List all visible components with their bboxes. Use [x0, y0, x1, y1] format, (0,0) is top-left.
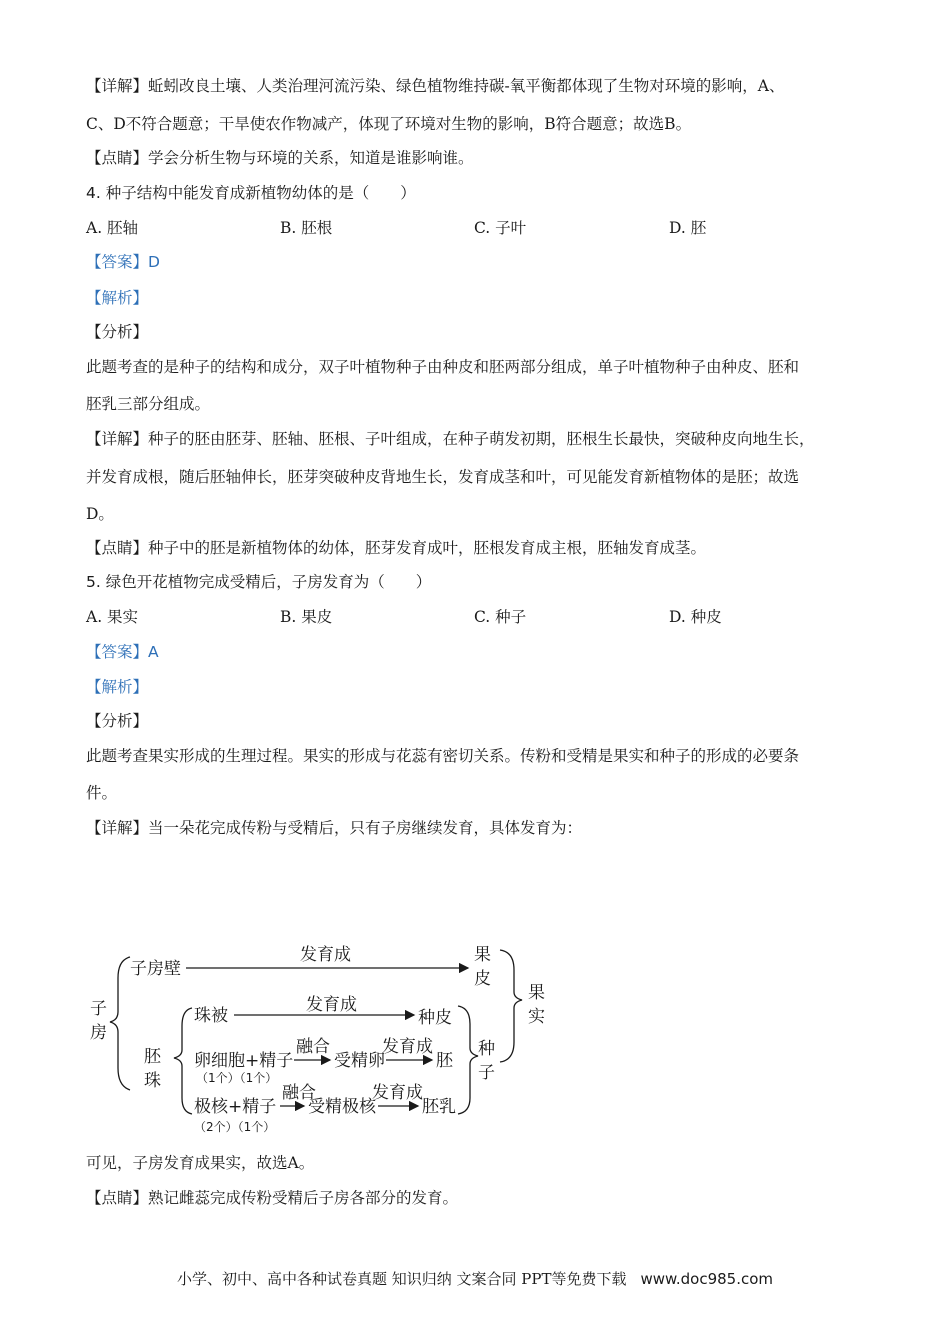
q5-answer — [86, 641, 159, 663]
q3-detail-tag: 【详解】 — [86, 77, 149, 95]
q4-stem — [86, 182, 416, 204]
q5-answer-tag: 【答案】 — [86, 643, 149, 661]
label-zifang-1: 子 — [90, 999, 107, 1019]
q5-option-c: C. 种子 — [474, 608, 527, 626]
label-zhubei: 珠被 — [194, 1006, 228, 1026]
label-guopi-1: 果 — [474, 945, 491, 965]
label-ronghe-1: 融合 — [296, 1037, 330, 1057]
q4-point — [86, 537, 706, 559]
brace-peizhu — [174, 1008, 192, 1114]
q5-stem — [86, 571, 431, 593]
label-shoujingluan: 受精卵 — [334, 1051, 385, 1071]
q4-fenxi-line-2: 胚乳三部分组成。 — [86, 395, 211, 413]
q4-stem-text: 种子结构中能发育成新植物幼体的是（ ） — [105, 184, 416, 202]
q5-detail — [86, 817, 582, 839]
q5-option-d: D. 种皮 — [669, 608, 722, 626]
label-zifangbi: 子房壁 — [130, 959, 181, 979]
label-zhongpi: 种皮 — [418, 1008, 452, 1028]
q4-option-c: C. 子叶 — [474, 219, 527, 237]
q4-analysis-tag: 【解析】 — [86, 289, 149, 307]
q4-option-b: B. 胚根 — [280, 219, 333, 237]
q3-point-tag: 【点睛】 — [86, 149, 149, 167]
q4-fenxi-line-1: 此题考查的是种子的结构和成分，双子叶植物种子由种皮和胚两部分组成，单子叶植物种子由种皮、胚和 — [86, 358, 800, 376]
q4-answer — [86, 251, 160, 273]
label-fayucheng-3: 发育成 — [382, 1037, 433, 1057]
brace-guoshi — [500, 950, 522, 1062]
q5-detail-text: 当一朵花完成传粉与受精后，只有子房继续发育，具体发育为： — [148, 819, 583, 837]
label-count-1: （1个）（1个） — [196, 1071, 278, 1085]
q5-fenxi-tag: 【分析】 — [86, 712, 149, 730]
q4-number: 4. — [86, 184, 101, 202]
q3-detail-text-1: 蚯蚓改良土壤、人类治理河流污染、绿色植物维持碳-氧平衡都体现了生物对环境的影响，A、 — [148, 77, 785, 95]
q5-number: 5. — [86, 573, 101, 591]
footer-url[interactable]: www.doc985.com — [640, 1270, 774, 1288]
q5-option-b: B. 果皮 — [280, 608, 333, 626]
label-guopi-2: 皮 — [474, 969, 491, 989]
q5-point — [86, 1187, 458, 1209]
label-guoshi-2: 实 — [528, 1007, 545, 1027]
brace-zifang — [110, 957, 130, 1090]
label-peizhu-1: 胚 — [144, 1047, 161, 1067]
label-fayucheng-1: 发育成 — [300, 945, 351, 965]
q3-point-text: 学会分析生物与环境的关系，知道是谁影响谁。 — [148, 149, 474, 167]
page-footer — [0, 1268, 950, 1289]
footer-text: 小学、初中、高中各种试卷真题 知识归纳 文案合同 PPT等免费下载 — [176, 1270, 627, 1288]
q5-conclusion: 可见，子房发育成果实，故选A。 — [86, 1154, 315, 1172]
q5-point-text: 熟记雌蕊完成传粉受精后子房各部分的发育。 — [148, 1189, 459, 1207]
q4-answer-tag: 【答案】 — [86, 253, 149, 271]
label-luanxibao: 卵细胞+精子 — [194, 1051, 294, 1071]
q4-detail-tag: 【详解】 — [86, 430, 149, 448]
label-guoshi-1: 果 — [528, 983, 545, 1003]
label-zhongzi-1: 种 — [478, 1039, 495, 1059]
q5-detail-tag: 【详解】 — [86, 819, 149, 837]
label-zifang-2: 房 — [90, 1023, 107, 1043]
q5-fenxi-line-1: 此题考查果实形成的生理过程。果实的形成与花蕊有密切关系。传粉和受精是果实和种子的形成的必要条 — [86, 747, 800, 765]
q4-detail-line-1 — [86, 428, 815, 450]
q5-fenxi-line-2: 件。 — [86, 784, 118, 802]
label-shoujingjihe: 受精极核 — [308, 1097, 376, 1117]
q3-point — [86, 147, 474, 169]
q4-answer-value: D — [148, 253, 160, 271]
ovary-development-diagram — [0, 930, 950, 1150]
q5-analysis-tag: 【解析】 — [86, 678, 149, 696]
q3-detail-line-1 — [86, 75, 784, 97]
q4-detail-line-3: D。 — [86, 505, 114, 523]
label-peiru: 胚乳 — [422, 1097, 456, 1117]
label-fayucheng-2: 发育成 — [306, 995, 357, 1015]
label-fayucheng-4: 发育成 — [372, 1083, 423, 1103]
q4-point-tag: 【点睛】 — [86, 539, 149, 557]
q5-option-a: A. 果实 — [86, 608, 139, 626]
q4-option-d: D. 胚 — [669, 219, 707, 237]
q5-point-tag: 【点睛】 — [86, 1189, 149, 1207]
label-ronghe-2: 融合 — [282, 1083, 316, 1103]
q4-option-a: A. 胚轴 — [86, 219, 139, 237]
label-peizhu-2: 珠 — [144, 1071, 161, 1091]
q5-stem-text: 绿色开花植物完成受精后，子房发育为（ ） — [105, 573, 432, 591]
q4-detail-text-1: 种子的胚由胚芽、胚轴、胚根、子叶组成，在种子萌发初期，胚根生长最快，突破种皮向地生长， — [148, 430, 815, 448]
q5-answer-value: A — [148, 643, 159, 661]
q3-detail-line-2: C、D不符合题意；干旱使农作物减产，体现了环境对生物的影响，B符合题意；故选B。 — [86, 115, 692, 133]
label-zhongzi-2: 子 — [478, 1063, 495, 1083]
brace-zhongzi — [458, 1006, 478, 1114]
label-pei: 胚 — [436, 1051, 453, 1071]
q4-fenxi-tag: 【分析】 — [86, 323, 149, 341]
label-jihe: 极核+精子 — [194, 1097, 277, 1117]
q4-point-text: 种子中的胚是新植物体的幼体，胚芽发育成叶，胚根发育成主根，胚轴发育成茎。 — [148, 539, 707, 557]
label-count-2: （2个）（1个） — [194, 1120, 276, 1134]
q4-detail-line-2: 并发育成根，随后胚轴伸长，胚芽突破种皮背地生长，发育成茎和叶，可见能发育新植物体的是胚；故选 — [86, 468, 800, 486]
